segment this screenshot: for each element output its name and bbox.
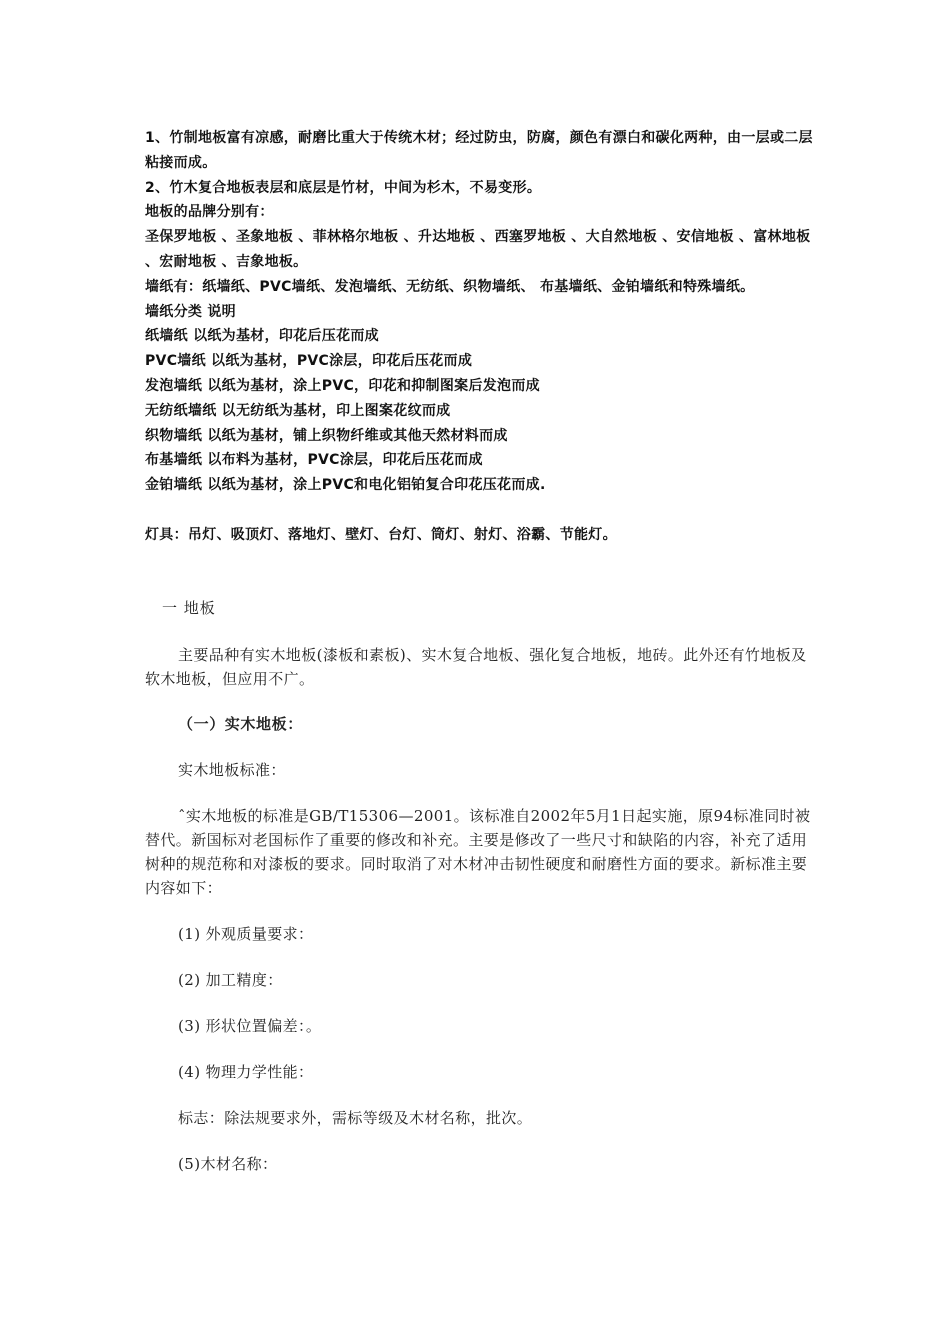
standard-paragraph: ˆ实木地板的标准是GB/T15306—2001。该标准自2002年5月1日起实施，原94标准同时被替代。新国标对老国标作了重要的修改和补充。主要是修改了一些尺寸和缺陷的内容，补充了适用树种的规范称和对漆板的要求。同时取消了对木材冲击韧性硬度和耐磨性方面的要求。新标准主要内容如下： <box>145 807 811 897</box>
intro-paragraph: 主要品种有实木地板(漆板和素板)、实木复合地板、强化复合地板，地砖。此外还有竹地板及软木地板，但应用不广。 <box>145 646 807 688</box>
wallpaper-types: 墙纸有：纸墙纸、PVC墙纸、发泡墙纸、无纺纸、织物墙纸、 布基墙纸、金铂墙纸和特殊墙纸。 <box>145 278 755 295</box>
list-item: (3) 形状位置偏差：。 <box>178 1017 322 1035</box>
wallpaper-row: 纸墙纸 以纸为基材，印花后压花而成 <box>145 328 379 345</box>
wallpaper-row: 发泡墙纸 以纸为基材，涂上PVC，印花和抑制图案后发泡而成 <box>145 377 540 394</box>
wallpaper-table-header: 墙纸分类 说明 <box>145 303 236 320</box>
wallpaper-row: PVC墙纸 以纸为基材，PVC涂层，印花后压花而成 <box>145 353 473 370</box>
sub-heading: （一）实木地板： <box>178 715 303 733</box>
wallpaper-row: 金铂墙纸 以纸为基材，涂上PVC和电化铝铂复合印花压花而成. <box>145 477 546 494</box>
flooring-section <box>145 596 813 1176</box>
brands-intro: 地板的品牌分别有： <box>145 204 274 221</box>
wallpaper-row: 布基墙纸 以布料为基材，PVC涂层，印花后压花而成 <box>145 452 483 469</box>
standard-label: 实木地板标准： <box>178 761 286 779</box>
section-heading: 一 地板 <box>162 599 216 617</box>
marking-note: 标志：除法规要求外，需标等级及木材名称，批次。 <box>178 1109 533 1127</box>
wallpaper-row: 织物墙纸 以纸为基材，铺上织物纤维或其他天然材料而成 <box>145 427 508 444</box>
lamps-list: 灯具：吊灯、吸顶灯、落地灯、壁灯、台灯、筒灯、射灯、浴霸、节能灯。 <box>145 526 617 543</box>
bamboo-floor-note: 1、竹制地板富有凉感，耐磨比重大于传统木材；经过防虫，防腐，颜色有漂白和碳化两种，由一层或二层粘接而成。 <box>145 130 813 171</box>
list-item: (5)木材名称： <box>178 1155 278 1173</box>
list-item: (2) 加工精度： <box>178 971 283 989</box>
brands-list: 圣保罗地板 、圣象地板 、菲林格尔地板 、升达地板 、西塞罗地板 、大自然地板 、安信地板 、富林地板 、宏耐地板 、吉象地板。 <box>145 229 811 270</box>
spacer <box>145 498 813 523</box>
wallpaper-row: 无纺纸墙纸 以无纺纸为基材，印上图案花纹而成 <box>145 402 451 419</box>
bamboo-composite-note: 2、竹木复合地板表层和底层是竹材，中间为杉木，不易变形。 <box>145 179 542 196</box>
bamboo-and-wallpaper-section <box>145 126 813 548</box>
list-item: (1) 外观质量要求： <box>178 925 314 943</box>
list-item: (4) 物理力学性能： <box>178 1063 314 1081</box>
